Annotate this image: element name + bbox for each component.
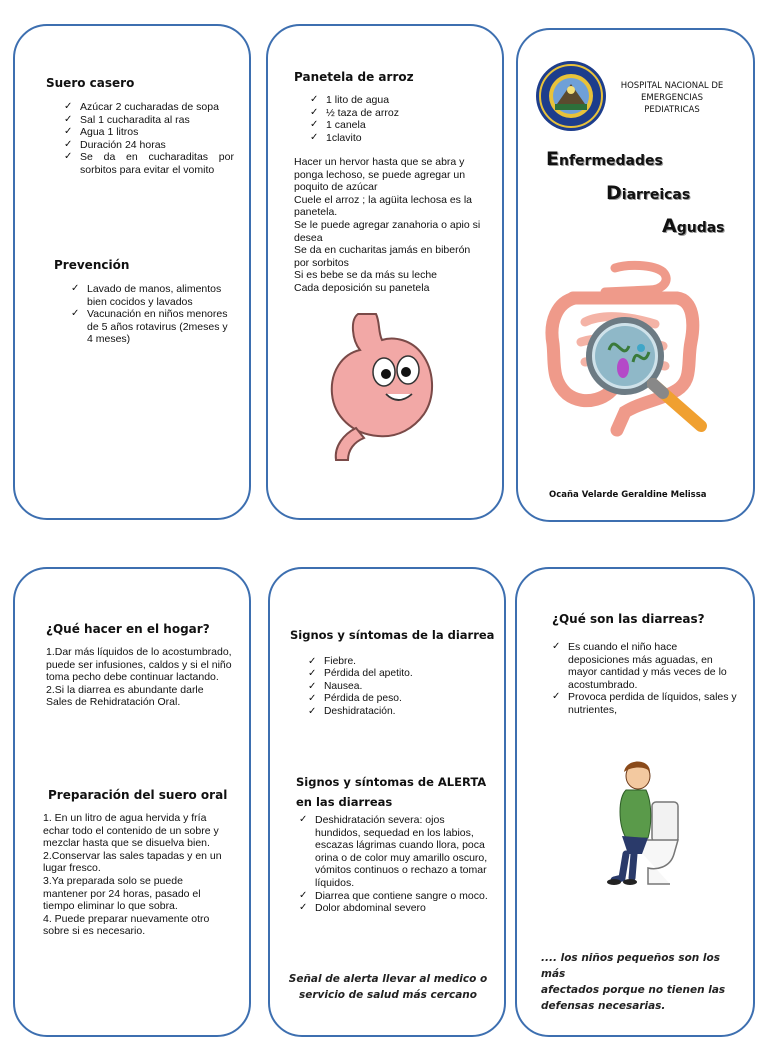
list-item: ✓ Agua 1 litros xyxy=(62,126,234,139)
list-item: ✓ Dolor abdominal severo xyxy=(297,902,491,915)
list-item: ✓ Se da en cucharaditas por sorbitos para evitar el vomito xyxy=(62,151,234,176)
paragraph-line: Se le puede agregar zanahoria o apio si desea xyxy=(294,218,481,244)
list-item: ✓ Sal 1 cucharadita al ras xyxy=(62,114,234,127)
child-on-toilet-icon xyxy=(604,758,682,886)
paragraph-line: 2.Si la diarrea es abundante darle Sales de Rehidratación Oral. xyxy=(46,683,204,709)
que-son-footer xyxy=(541,950,741,1014)
list-item: ✓ Deshidratación severa: ojos hundidos, sequedad en los labios, escazas lágrimas cuando llora, poca orina o de color muy amarillo oscuro, vómitos continuos o rechazo a tomar líquidos. xyxy=(297,814,491,890)
senal-alerta-note xyxy=(282,971,494,1003)
signos-list xyxy=(306,656,486,718)
alerta-list xyxy=(297,814,491,915)
list-item: ✓ Fiebre. xyxy=(306,656,486,668)
note-line: servicio de salud más cercano xyxy=(298,989,477,1001)
suero-casero-list xyxy=(62,101,234,177)
hospital-line: PEDIATRICAS xyxy=(644,105,700,115)
note-line: Señal de alerta llevar al medico o xyxy=(288,973,488,985)
preparacion-text xyxy=(43,812,227,938)
university-seal-icon xyxy=(535,60,607,132)
footer-line: afectados porque no tienen las xyxy=(541,984,726,996)
prevencion-list xyxy=(69,283,235,346)
list-item: ✓ 1 canela xyxy=(308,119,478,132)
list-item: ✓ Duración 24 horas xyxy=(62,139,234,152)
preparacion-title: Preparación del suero oral xyxy=(48,788,228,802)
list-item: ✓ 1clavito xyxy=(308,132,478,145)
que-son-title: ¿Qué son las diarreas? xyxy=(552,612,705,626)
hospital-line: HOSPITAL NACIONAL DE xyxy=(620,81,724,91)
list-item: ✓ Diarrea que contiene sangre o moco. xyxy=(297,890,491,903)
author-name: Ocaña Velarde Geraldine Melissa xyxy=(549,490,707,500)
title-agudas xyxy=(662,215,725,237)
title-cap: A xyxy=(662,215,677,237)
title-cap: E xyxy=(546,148,559,170)
paragraph-line: 3.Ya preparada solo se puede mantener por 24 horas, pasado el tiempo eliminar lo que sobra. xyxy=(43,874,201,913)
paragraph-line: Se da en cucharitas jamás en biberón por sorbitos xyxy=(294,244,471,269)
intestines-magnifier-icon xyxy=(545,262,717,437)
paragraph-line: Hacer un hervor hasta que se abra y ponga lechoso, se puede agregar un poquito de azúcar xyxy=(294,156,466,194)
hogar-text xyxy=(46,646,232,709)
que-son-list xyxy=(550,641,738,717)
paragraph-line: Cuele el arroz ; la agüita lechosa es la panetela. xyxy=(294,193,473,219)
alerta-title-line: Signos y síntomas de ALERTA xyxy=(296,775,487,789)
panetela-title: Panetela de arroz xyxy=(294,70,414,84)
list-item: ✓ 1 lito de agua xyxy=(308,94,478,107)
panel-hogar xyxy=(13,567,251,1037)
list-item: ✓ Pérdida de peso. xyxy=(306,693,486,705)
alerta-title-line: en las diarreas xyxy=(296,795,393,809)
prevencion-title: Prevención xyxy=(54,258,130,272)
list-item: ✓ Provoca perdida de líquidos, sales y nutrientes, xyxy=(550,691,738,716)
signos-title: Signos y síntomas de la diarrea xyxy=(290,628,495,642)
hospital-line: EMERGENCIAS xyxy=(641,93,703,103)
list-item: ✓ Lavado de manos, alimentos bien cocidos y lavados xyxy=(69,283,235,308)
paragraph-line: 4. Puede preparar nuevamente otro sobre si es necesario. xyxy=(43,912,210,938)
stomach-cartoon-icon xyxy=(322,310,448,466)
title-cap: D xyxy=(606,182,622,204)
title-rest: iarreicas xyxy=(621,187,691,203)
footer-line: .... los niños pequeños son los más xyxy=(541,952,720,980)
title-rest: nfermedades xyxy=(558,153,663,169)
paragraph-line: Si es bebe se da más su leche xyxy=(294,269,438,282)
list-item: ✓ Nausea. xyxy=(306,681,486,693)
title-diarreicas xyxy=(606,182,690,204)
list-item: ✓ Deshidratación. xyxy=(306,706,486,718)
list-item: ✓ Vacunación en niños menores de 5 años rotavirus (2meses y 4 meses) xyxy=(69,308,235,346)
paragraph-line: Cada deposición su panetela xyxy=(294,281,430,294)
suero-casero-title: Suero casero xyxy=(46,76,135,90)
panetela-instructions xyxy=(294,156,482,295)
title-rest: gudas xyxy=(676,220,725,236)
list-item: ✓ Es cuando el niño hace deposiciones más aguadas, en mayor cantidad y más veces de lo acostumbrado. xyxy=(550,641,738,691)
title-enfermedades xyxy=(546,148,663,170)
panel-suero-casero xyxy=(13,24,251,520)
paragraph-line: 1. En un litro de agua hervida y fría echar todo el contenido de un sobre y mezclar hasta que se disuelva bien. xyxy=(43,812,219,850)
paragraph-line: 2.Conservar las sales tapadas y en un lugar fresco. xyxy=(43,849,222,875)
list-item: ✓ ½ taza de arroz xyxy=(308,107,478,120)
list-item: ✓ Azúcar 2 cucharadas de sopa xyxy=(62,101,234,114)
footer-line: defensas necesarias. xyxy=(541,1000,666,1012)
hospital-name xyxy=(612,80,732,116)
panetela-ingredients xyxy=(308,94,478,144)
list-item: ✓ Pérdida del apetito. xyxy=(306,668,486,680)
alerta-title xyxy=(296,772,486,812)
hogar-title: ¿Qué hacer en el hogar? xyxy=(46,622,210,636)
paragraph-line: 1.Dar más líquidos de lo acostumbrado, puede ser infusiones, caldos y si el niño toma pecho debe continuar lactando. xyxy=(46,646,232,684)
